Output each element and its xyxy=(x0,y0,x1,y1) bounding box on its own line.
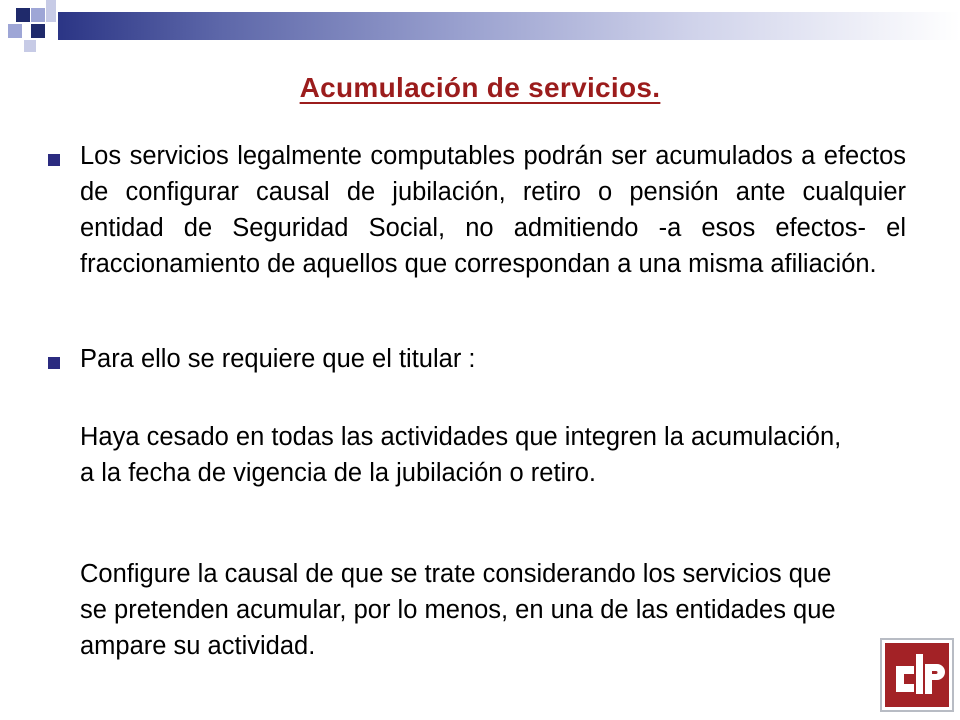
slide-title: Acumulación de servicios. xyxy=(299,72,661,103)
header-gradient-band xyxy=(58,12,960,40)
header-square-light-2 xyxy=(24,40,36,52)
bullet-paragraph-1: Los servicios legalmente computables podrán ser acumulados a efectos de configurar causal de jubilación, retiro o pensión ante cualquier entidad de Seguridad Social, no admitiendo -a esos efectos- el fraccionamiento de aquellos que correspondan a una misma afiliación. xyxy=(80,142,906,278)
requirement-paragraph-1: Haya cesado en todas las actividades que integren la acumulación, a la fecha de vigencia de la jubilación o retiro. xyxy=(80,423,842,487)
header-square-navy xyxy=(16,8,30,22)
bullet-paragraph-2: Para ello se requiere que el titular : xyxy=(80,345,476,373)
cjp-logo xyxy=(880,638,954,712)
bullet-square-icon xyxy=(48,154,60,166)
cjp-logo-icon xyxy=(882,640,952,710)
bullet-square-icon xyxy=(48,357,60,369)
header-square-lavender xyxy=(31,8,45,22)
requirement-paragraph-2: Configure la causal de que se trate considerando los servicios que se pretenden acumular, por lo menos, en una de las entidades que ampare su actividad. xyxy=(80,560,836,660)
header-square-light xyxy=(46,0,56,22)
header-square-navy-2 xyxy=(31,24,45,38)
header-square-lavender-2 xyxy=(8,24,22,38)
